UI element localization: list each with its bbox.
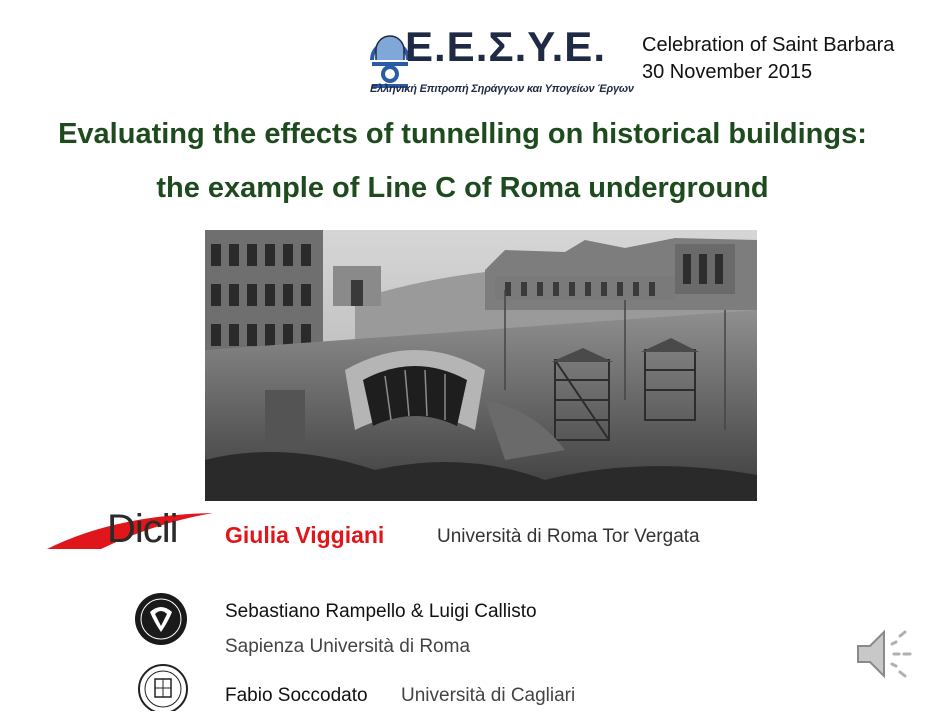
- cagliari-seal: [137, 663, 189, 711]
- coauthors-names: Sebastiano Rampello & Luigi Callisto: [225, 601, 537, 622]
- coauthor-name: Fabio Soccodato: [225, 685, 368, 706]
- cagliari-seal-icon: [137, 663, 189, 711]
- excavation-illustration: [205, 230, 757, 501]
- speaker-icon[interactable]: [852, 622, 918, 686]
- sapienza-seal: [134, 592, 188, 646]
- audio-speaker-icon[interactable]: [852, 622, 918, 686]
- eesye-logo-letters: Ε.Ε.Σ.Υ.Ε.: [405, 23, 606, 70]
- dicii-logo-text: Dicii: [107, 507, 178, 551]
- slide-title-line-2: the example of Line C of Roma underground: [156, 172, 769, 204]
- event-date: 30 November 2015: [642, 61, 813, 83]
- event-name: Celebration of Saint Barbara: [642, 34, 895, 56]
- eesye-logo-subtitle: Ελληνική Επιτροπή Σηράγγων και Υπογείων Έργων: [370, 83, 634, 95]
- presenter-name: Giulia Viggiani: [225, 522, 385, 548]
- dicii-logo: [45, 505, 215, 557]
- excavation-photo: [205, 230, 757, 501]
- presenter-affiliation: Università di Roma Tor Vergata: [437, 526, 700, 547]
- sapienza-seal-icon: [134, 592, 188, 646]
- coauthor-affiliation: Università di Cagliari: [401, 685, 576, 706]
- coauthors-affiliation: Sapienza Università di Roma: [225, 636, 471, 657]
- slide-title-line-1: Evaluating the effects of tunnelling on historical buildings:: [58, 118, 867, 150]
